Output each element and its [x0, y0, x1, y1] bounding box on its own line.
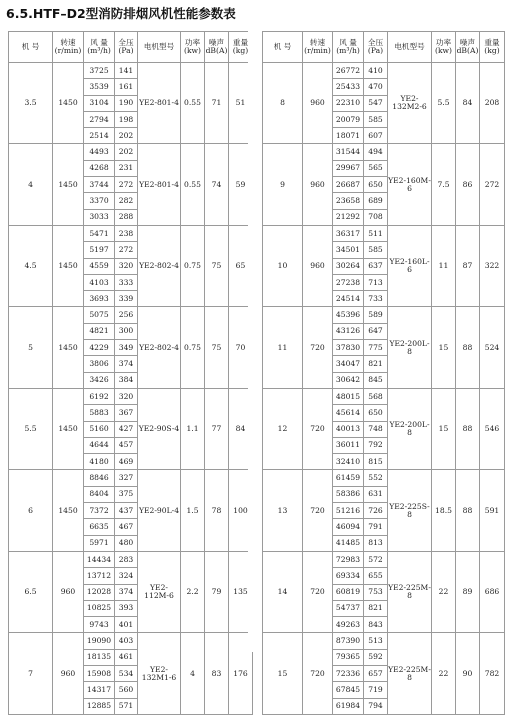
airflow-cell: 24514 — [333, 291, 364, 307]
header-row — [263, 32, 505, 63]
pressure-cell: 161 — [115, 79, 138, 95]
airflow-cell: 61459 — [333, 470, 364, 486]
airflow-cell: 54737 — [333, 600, 364, 616]
power-cell: 1.5 — [181, 470, 205, 551]
table-row — [9, 63, 253, 79]
airflow-cell: 79365 — [333, 649, 364, 665]
airflow-cell: 87390 — [333, 633, 364, 649]
header-fan-no: 机 号 — [9, 32, 53, 63]
weight-cell: 272 — [480, 144, 505, 225]
pressure-cell: 202 — [115, 128, 138, 144]
weight-cell: 70 — [229, 307, 253, 388]
airflow-cell: 3370 — [84, 193, 115, 209]
pressure-cell: 821 — [364, 600, 388, 616]
pressure-cell: 427 — [115, 421, 138, 437]
pressure-cell: 457 — [115, 437, 138, 453]
motor-cell: YE2-801-4 — [138, 144, 181, 225]
airflow-cell: 51216 — [333, 503, 364, 519]
power-cell: 0.75 — [181, 225, 205, 306]
airflow-cell: 27238 — [333, 274, 364, 290]
speed-cell: 960 — [53, 551, 84, 632]
pressure-cell: 282 — [115, 193, 138, 209]
motor-cell: YE2-802-4 — [138, 225, 181, 306]
airflow-cell: 26772 — [333, 63, 364, 79]
header-noise: 噪声 dB(A) — [205, 32, 229, 63]
pressure-cell: 813 — [364, 535, 388, 551]
pressure-cell: 349 — [115, 340, 138, 356]
power-cell: 22 — [432, 633, 456, 714]
pressure-cell: 327 — [115, 470, 138, 486]
weight-cell: 782 — [480, 633, 505, 714]
table-row — [9, 633, 253, 649]
airflow-cell: 15908 — [84, 665, 115, 681]
weight-cell: 100 — [229, 470, 253, 551]
airflow-cell: 26687 — [333, 177, 364, 193]
airflow-cell: 36317 — [333, 225, 364, 241]
noise-cell: 75 — [205, 225, 229, 306]
pressure-cell: 647 — [364, 323, 388, 339]
airflow-cell: 12885 — [84, 698, 115, 714]
pressure-cell: 775 — [364, 340, 388, 356]
pressure-cell: 470 — [364, 79, 388, 95]
performance-table-right — [262, 31, 505, 715]
airflow-cell: 46094 — [333, 519, 364, 535]
pressure-cell: 794 — [364, 698, 388, 714]
motor-cell: YE2-160L-6 — [388, 225, 432, 306]
power-cell: 11 — [432, 225, 456, 306]
airflow-cell: 7372 — [84, 503, 115, 519]
noise-cell: 71 — [205, 63, 229, 144]
motor-cell: YE2-225M-8 — [388, 633, 432, 714]
motor-cell: YE2-200L-8 — [388, 307, 432, 388]
noise-cell: 83 — [205, 633, 229, 714]
fan-no-cell: 9 — [263, 144, 303, 225]
weight-cell: 208 — [480, 63, 505, 144]
noise-cell: 90 — [456, 633, 480, 714]
header-speed: 转速 (r/min) — [303, 32, 333, 63]
airflow-cell: 3033 — [84, 209, 115, 225]
header-power: 功率 (kw) — [432, 32, 456, 63]
airflow-cell: 48015 — [333, 388, 364, 404]
fan-no-cell: 14 — [263, 551, 303, 632]
motor-cell: YE2-225S-8 — [388, 470, 432, 551]
pressure-cell: 190 — [115, 95, 138, 111]
airflow-cell: 72983 — [333, 551, 364, 567]
airflow-cell: 19090 — [84, 633, 115, 649]
airflow-cell: 4103 — [84, 274, 115, 290]
motor-cell: YE2-160M-6 — [388, 144, 432, 225]
airflow-cell: 21292 — [333, 209, 364, 225]
airflow-cell: 14317 — [84, 682, 115, 698]
speed-cell: 720 — [303, 633, 333, 714]
noise-cell: 89 — [456, 551, 480, 632]
power-cell: 1.1 — [181, 388, 205, 469]
pressure-cell: 719 — [364, 682, 388, 698]
fan-no-cell: 8 — [263, 63, 303, 144]
pressure-cell: 461 — [115, 649, 138, 665]
pressure-cell: 272 — [115, 177, 138, 193]
pressure-cell: 637 — [364, 258, 388, 274]
pressure-cell: 726 — [364, 503, 388, 519]
pressure-cell: 547 — [364, 95, 388, 111]
pressure-cell: 511 — [364, 225, 388, 241]
airflow-cell: 61984 — [333, 698, 364, 714]
table-row — [263, 307, 505, 323]
pressure-cell: 367 — [115, 405, 138, 421]
speed-cell: 1450 — [53, 63, 84, 144]
noise-cell: 84 — [456, 63, 480, 144]
fan-no-cell: 4 — [9, 144, 53, 225]
fan-no-cell: 11 — [263, 307, 303, 388]
power-cell: 15 — [432, 388, 456, 469]
pressure-cell: 256 — [115, 307, 138, 323]
table-row — [263, 63, 505, 79]
pressure-cell: 288 — [115, 209, 138, 225]
power-cell: 15 — [432, 307, 456, 388]
table-row — [263, 551, 505, 567]
pressure-cell: 374 — [115, 356, 138, 372]
pressure-cell: 410 — [364, 63, 388, 79]
airflow-cell: 9743 — [84, 617, 115, 633]
pressure-cell: 437 — [115, 503, 138, 519]
noise-cell: 78 — [205, 470, 229, 551]
airflow-cell: 58386 — [333, 486, 364, 502]
pressure-cell: 815 — [364, 454, 388, 470]
pressure-cell: 657 — [364, 665, 388, 681]
power-cell: 18.5 — [432, 470, 456, 551]
airflow-cell: 23658 — [333, 193, 364, 209]
pressure-cell: 845 — [364, 372, 388, 388]
pressure-cell: 333 — [115, 274, 138, 290]
fan-no-cell: 5.5 — [9, 388, 53, 469]
speed-cell: 960 — [53, 633, 84, 714]
airflow-cell: 2794 — [84, 111, 115, 127]
airflow-cell: 36011 — [333, 437, 364, 453]
airflow-cell: 4180 — [84, 454, 115, 470]
pressure-cell: 469 — [115, 454, 138, 470]
airflow-cell: 67845 — [333, 682, 364, 698]
airflow-cell: 5160 — [84, 421, 115, 437]
speed-cell: 1450 — [53, 225, 84, 306]
pressure-cell: 753 — [364, 584, 388, 600]
pressure-cell: 655 — [364, 568, 388, 584]
table-row — [263, 633, 505, 649]
weight-cell: 51 — [229, 63, 253, 144]
pressure-cell: 320 — [115, 388, 138, 404]
motor-cell: YE2-90L-4 — [138, 470, 181, 551]
fan-no-cell: 15 — [263, 633, 303, 714]
header-motor: 电机型号 — [388, 32, 432, 63]
airflow-cell: 14434 — [84, 551, 115, 567]
airflow-cell: 30642 — [333, 372, 364, 388]
noise-cell: 86 — [456, 144, 480, 225]
airflow-cell: 31544 — [333, 144, 364, 160]
airflow-cell: 2514 — [84, 128, 115, 144]
airflow-cell: 60819 — [333, 584, 364, 600]
power-cell: 5.5 — [432, 63, 456, 144]
airflow-cell: 4268 — [84, 160, 115, 176]
pressure-cell: 339 — [115, 291, 138, 307]
airflow-cell: 5971 — [84, 535, 115, 551]
weight-cell: 591 — [480, 470, 505, 551]
noise-cell: 74 — [205, 144, 229, 225]
fan-no-cell: 7 — [9, 633, 53, 714]
airflow-cell: 22310 — [333, 95, 364, 111]
pressure-cell: 650 — [364, 405, 388, 421]
airflow-cell: 3693 — [84, 291, 115, 307]
airflow-cell: 41485 — [333, 535, 364, 551]
pressure-cell: 552 — [364, 470, 388, 486]
pressure-cell: 589 — [364, 307, 388, 323]
airflow-cell: 40013 — [333, 421, 364, 437]
noise-cell: 77 — [205, 388, 229, 469]
airflow-cell: 3806 — [84, 356, 115, 372]
motor-cell: YE2-132M2-6 — [388, 63, 432, 144]
fan-no-cell: 5 — [9, 307, 53, 388]
noise-cell: 88 — [456, 470, 480, 551]
weight-cell: 65 — [229, 225, 253, 306]
pressure-cell: 231 — [115, 160, 138, 176]
power-cell: 0.75 — [181, 307, 205, 388]
pressure-cell: 283 — [115, 551, 138, 567]
airflow-cell: 4821 — [84, 323, 115, 339]
pressure-cell: 592 — [364, 649, 388, 665]
weight-cell: 176 — [229, 633, 253, 714]
noise-cell: 87 — [456, 225, 480, 306]
airflow-cell: 5883 — [84, 405, 115, 421]
airflow-cell: 12028 — [84, 584, 115, 600]
airflow-cell: 34501 — [333, 242, 364, 258]
pressure-cell: 300 — [115, 323, 138, 339]
airflow-cell: 10825 — [84, 600, 115, 616]
pressure-cell: 585 — [364, 242, 388, 258]
weight-cell: 546 — [480, 388, 505, 469]
pressure-cell: 238 — [115, 225, 138, 241]
header-pressure: 全压 (Pa) — [364, 32, 388, 63]
weight-cell: 686 — [480, 551, 505, 632]
header-airflow: 风 量 (m³/h) — [84, 32, 115, 63]
pressure-cell: 320 — [115, 258, 138, 274]
fan-no-cell: 6.5 — [9, 551, 53, 632]
airflow-cell: 4229 — [84, 340, 115, 356]
page-title: 6.5.HTF–D2型消防排烟风机性能参数表 — [6, 6, 236, 21]
pressure-cell: 571 — [115, 698, 138, 714]
noise-cell: 88 — [456, 307, 480, 388]
pressure-cell: 792 — [364, 437, 388, 453]
motor-cell: YE2-802-4 — [138, 307, 181, 388]
airflow-cell: 3744 — [84, 177, 115, 193]
performance-table-left — [8, 31, 253, 715]
pressure-cell: 585 — [364, 111, 388, 127]
header-fan-no: 机 号 — [263, 32, 303, 63]
fan-no-cell: 13 — [263, 470, 303, 551]
pressure-cell: 689 — [364, 193, 388, 209]
airflow-cell: 45396 — [333, 307, 364, 323]
fan-no-cell: 12 — [263, 388, 303, 469]
pressure-cell: 607 — [364, 128, 388, 144]
power-cell: 0.55 — [181, 63, 205, 144]
airflow-cell: 43126 — [333, 323, 364, 339]
pressure-cell: 843 — [364, 617, 388, 633]
table-row — [9, 225, 253, 241]
header-airflow: 风 量 (m³/h) — [333, 32, 364, 63]
pressure-cell: 198 — [115, 111, 138, 127]
table-row — [263, 470, 505, 486]
airflow-cell: 20079 — [333, 111, 364, 127]
speed-cell: 720 — [303, 307, 333, 388]
motor-cell: YE2-200L-8 — [388, 388, 432, 469]
airflow-cell: 3725 — [84, 63, 115, 79]
speed-cell: 720 — [303, 388, 333, 469]
motor-cell: YE2-90S-4 — [138, 388, 181, 469]
pressure-cell: 467 — [115, 519, 138, 535]
airflow-cell: 72336 — [333, 665, 364, 681]
fan-no-cell: 3.5 — [9, 63, 53, 144]
airflow-cell: 3426 — [84, 372, 115, 388]
airflow-cell: 3539 — [84, 79, 115, 95]
weight-cell: 524 — [480, 307, 505, 388]
pressure-cell: 748 — [364, 421, 388, 437]
pressure-cell: 821 — [364, 356, 388, 372]
pressure-cell: 708 — [364, 209, 388, 225]
pressure-cell: 568 — [364, 388, 388, 404]
pressure-cell: 791 — [364, 519, 388, 535]
speed-cell: 1450 — [53, 388, 84, 469]
speed-cell: 1450 — [53, 307, 84, 388]
airflow-cell: 37830 — [333, 340, 364, 356]
header-motor: 电机型号 — [138, 32, 181, 63]
airflow-cell: 34047 — [333, 356, 364, 372]
motor-cell: YE2-112M-6 — [138, 551, 181, 632]
pressure-cell: 494 — [364, 144, 388, 160]
header-weight: 重量 (kg) — [229, 32, 253, 63]
pressure-cell: 565 — [364, 160, 388, 176]
motor-cell: YE2-225M-8 — [388, 551, 432, 632]
table-row — [263, 144, 505, 160]
table-gap — [248, 31, 262, 652]
fan-no-cell: 4.5 — [9, 225, 53, 306]
pressure-cell: 393 — [115, 600, 138, 616]
weight-cell: 135 — [229, 551, 253, 632]
noise-cell: 75 — [205, 307, 229, 388]
airflow-cell: 18071 — [333, 128, 364, 144]
pressure-cell: 572 — [364, 551, 388, 567]
airflow-cell: 25433 — [333, 79, 364, 95]
fan-no-cell: 10 — [263, 225, 303, 306]
table-row — [9, 144, 253, 160]
table-row — [9, 470, 253, 486]
airflow-cell: 4559 — [84, 258, 115, 274]
pressure-cell: 631 — [364, 486, 388, 502]
noise-cell: 79 — [205, 551, 229, 632]
pressure-cell: 374 — [115, 584, 138, 600]
airflow-cell: 4644 — [84, 437, 115, 453]
pressure-cell: 713 — [364, 274, 388, 290]
table-row — [9, 388, 253, 404]
airflow-cell: 6192 — [84, 388, 115, 404]
pressure-cell: 272 — [115, 242, 138, 258]
table-row — [9, 551, 253, 567]
pressure-cell: 141 — [115, 63, 138, 79]
speed-cell: 720 — [303, 470, 333, 551]
pressure-cell: 324 — [115, 568, 138, 584]
pressure-cell: 384 — [115, 372, 138, 388]
weight-cell: 322 — [480, 225, 505, 306]
weight-cell: 84 — [229, 388, 253, 469]
header-row — [9, 32, 253, 63]
airflow-cell: 3104 — [84, 95, 115, 111]
header-noise: 噪声 dB(A) — [456, 32, 480, 63]
airflow-cell: 5197 — [84, 242, 115, 258]
pressure-cell: 513 — [364, 633, 388, 649]
airflow-cell: 45614 — [333, 405, 364, 421]
airflow-cell: 5471 — [84, 225, 115, 241]
power-cell: 2.2 — [181, 551, 205, 632]
pressure-cell: 375 — [115, 486, 138, 502]
airflow-cell: 30264 — [333, 258, 364, 274]
header-power: 功率 (kw) — [181, 32, 205, 63]
pressure-cell: 560 — [115, 682, 138, 698]
pressure-cell: 733 — [364, 291, 388, 307]
airflow-cell: 5075 — [84, 307, 115, 323]
airflow-cell: 8404 — [84, 486, 115, 502]
pressure-cell: 480 — [115, 535, 138, 551]
pressure-cell: 403 — [115, 633, 138, 649]
speed-cell: 1450 — [53, 470, 84, 551]
airflow-cell: 49263 — [333, 617, 364, 633]
header-weight: 重量 (kg) — [480, 32, 505, 63]
pressure-cell: 202 — [115, 144, 138, 160]
power-cell: 22 — [432, 551, 456, 632]
airflow-cell: 69334 — [333, 568, 364, 584]
header-speed: 转速 (r/min) — [53, 32, 84, 63]
power-cell: 0.55 — [181, 144, 205, 225]
pressure-cell: 650 — [364, 177, 388, 193]
table-row — [263, 225, 505, 241]
airflow-cell: 18135 — [84, 649, 115, 665]
airflow-cell: 4493 — [84, 144, 115, 160]
speed-cell: 1450 — [53, 144, 84, 225]
motor-cell: YE2-801-4 — [138, 63, 181, 144]
speed-cell: 960 — [303, 225, 333, 306]
speed-cell: 960 — [303, 63, 333, 144]
noise-cell: 88 — [456, 388, 480, 469]
pressure-cell: 534 — [115, 665, 138, 681]
table-row — [9, 307, 253, 323]
airflow-cell: 32410 — [333, 454, 364, 470]
speed-cell: 960 — [303, 144, 333, 225]
motor-cell: YE2-132M1-6 — [138, 633, 181, 714]
speed-cell: 720 — [303, 551, 333, 632]
airflow-cell: 13712 — [84, 568, 115, 584]
airflow-cell: 6635 — [84, 519, 115, 535]
weight-cell: 59 — [229, 144, 253, 225]
power-cell: 4 — [181, 633, 205, 714]
airflow-cell: 8846 — [84, 470, 115, 486]
power-cell: 7.5 — [432, 144, 456, 225]
airflow-cell: 29967 — [333, 160, 364, 176]
header-pressure: 全压 (Pa) — [115, 32, 138, 63]
fan-no-cell: 6 — [9, 470, 53, 551]
table-row — [263, 388, 505, 404]
pressure-cell: 401 — [115, 617, 138, 633]
